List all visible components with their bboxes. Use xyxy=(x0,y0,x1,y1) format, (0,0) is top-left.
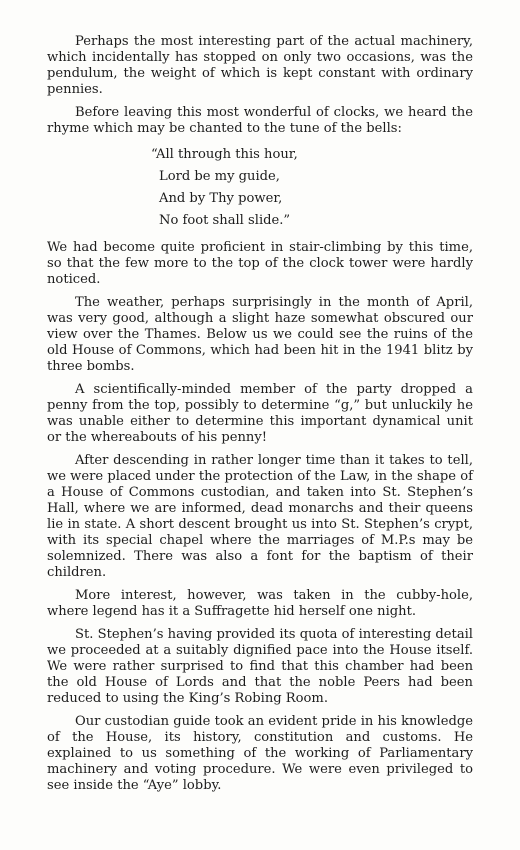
bell-rhyme-verse xyxy=(151,144,473,232)
paragraph-penny-drop: A scientifically-minded member of the party dropped a penny from the top, possibly to determine “g,” but unluckily he was unable either to determine this important dynamical unit or the whereabouts of his penny! xyxy=(47,382,473,445)
paragraph-stair-climbing: We had become quite proficient in stair-climbing by this time, so that the few more to the top of the clock tower were hardly noticed. xyxy=(47,240,473,287)
verse-line-3: And by Thy power, xyxy=(159,191,283,206)
paragraph-rhyme-intro: Before leaving this most wonderful of clocks, we heard the rhyme which may be chanted to the tune of the bells: xyxy=(47,105,473,136)
verse-line-4: No foot shall slide.” xyxy=(159,213,291,228)
verse-line-2: Lord be my guide, xyxy=(159,169,280,184)
article-body xyxy=(47,34,473,801)
paragraph-cubby-hole: More interest, however, was taken in the cubby-hole, where legend has it a Suffragette hid herself one night. xyxy=(47,588,473,619)
paragraph-weather: The weather, perhaps surprisingly in the month of April, was very good, although a slight haze somewhat obscured our view over the Thames. Below us we could see the ruins of the old House of Commons, which had been hit in the 1941 blitz by three bombs. xyxy=(47,295,473,374)
verse-line-1: “All through this hour, xyxy=(151,147,298,162)
paragraph-house-of-lords: St. Stephen’s having provided its quota of interesting detail we proceeded at a suitably dignified pace into the House itself. We were rather surprised to find that this chamber had been the old House of Lords and that the noble Peers had been reduced to using the King’s Robing Room. xyxy=(47,627,473,706)
paragraph-pendulum: Perhaps the most interesting part of the actual machinery, which incidentally has stopped on only two occasions, was the pendulum, the weight of which is kept constant with ordinary pennies. xyxy=(47,34,473,97)
paragraph-st-stephens-hall: After descending in rather longer time than it takes to tell, we were placed under the protection of the Law, in the shape of a House of Commons custodian, and taken into St. Stephen’s Hall, where we are informed, dead monarchs and their queens lie in state. A short descent brought us into St. Stephen’s crypt, with its special chapel where the marriages of M.P.s may be solemnized. There was also a font for the baptism of their children. xyxy=(47,453,473,580)
paragraph-custodian-guide: Our custodian guide took an evident pride in his knowledge of the House, its history, constitution and customs. He explained to us something of the working of Parliamentary machinery and voting procedure. We were even privileged to see inside the “Aye” lobby. xyxy=(47,714,473,793)
